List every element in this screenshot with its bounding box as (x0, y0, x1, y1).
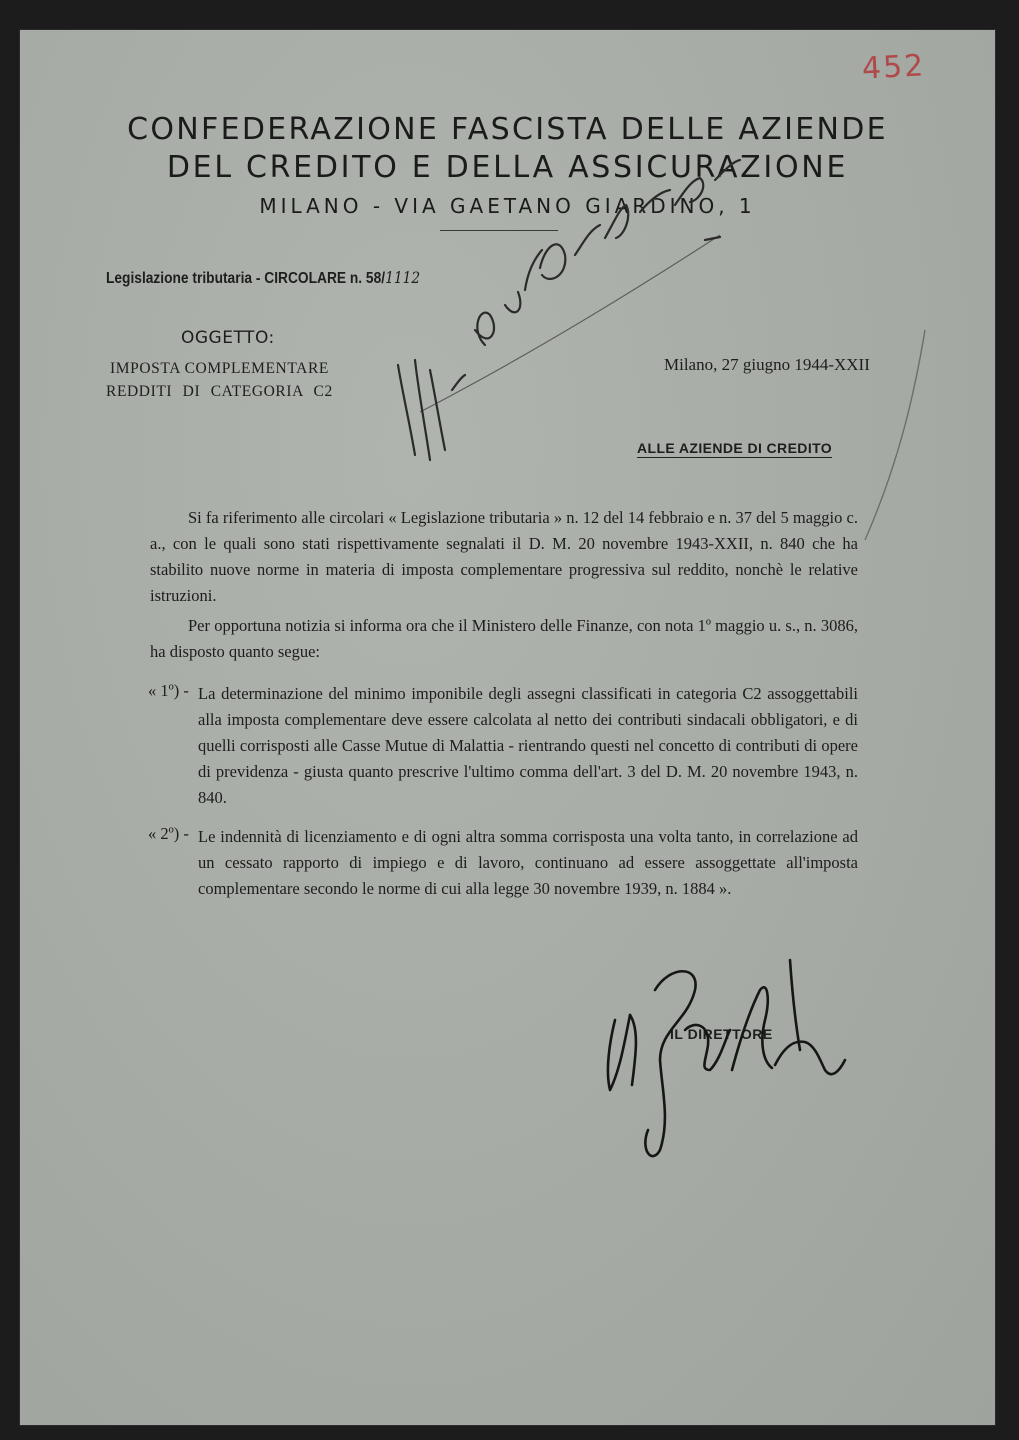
director-title: IL DIRETTORE (670, 1026, 773, 1042)
circular-number: 1112 (385, 268, 421, 287)
document-date: Milano, 27 giugno 1944-XXII (664, 355, 870, 374)
item-1-number: « 1º) - (148, 681, 189, 700)
document-sheet (20, 30, 995, 1425)
pencil-stroke-icon (420, 235, 720, 412)
item-2-text: Le indennità di licenziamento e di ogni altra somma corrisposta una volta tanto, in correlazione ad un cessato rapporto di impiego e di lavoro, continuano ad essere assoggettate all'imposta complementare secondo le norme di cui alla legge 30 novembre 1939, n. 1884 ». (198, 827, 858, 898)
body-paragraph-2: Per opportuna notizia si informa ora che il Ministero delle Finanze, con nota 1º maggio u. s., n. 3086, ha disposto quanto segue: (150, 616, 858, 661)
handwriting-overlay (20, 30, 995, 1425)
letterhead-line-2: DEL CREDITO E DELLA ASSICURAZIONE (166, 150, 849, 185)
body-paragraph-1: Si fa riferimento alle circolari « Legislazione tributaria » n. 12 del 14 febbraio e n. 37 del 5 maggio c. a., con le quali sono stati rispettivamente segnalati il D. M. 20 novembre 1943-XXII, n. 840 che ha stabilito nuove norme in materia di imposta complementare progressiva sul reddito, nonchè le relative istruzioni. (150, 508, 858, 605)
subject-line-1: IMPOSTA COMPLEMENTARE (110, 360, 329, 377)
margin-pencil-icon (865, 330, 925, 540)
letterhead-address: MILANO - VIA GAETANO GIARDINO, 1 (259, 194, 756, 218)
subject-line-2: REDDITI DI CATEGORIA C2 (106, 383, 333, 400)
handwritten-annotation-icon (398, 160, 740, 460)
director-signature-icon (608, 960, 845, 1156)
circular-label: Legislazione tributaria - CIRCOLARE n. 58/ (106, 270, 386, 287)
letterhead-line-1: CONFEDERAZIONE FASCISTA DELLE AZIENDE (127, 112, 888, 147)
page-number: 452 (861, 48, 927, 87)
subject-label: OGGETTO: (181, 328, 275, 348)
item-1-text: La determinazione del minimo imponibile degli assegni classificati in categoria C2 assoggettabili alla imposta complementare deve essere calcolata al netto dei contributi sindacali obbligatori, e di quelli corrisposti alle Casse Mutue di Malattia - rientrando questi nel concetto di contributi di opere di previdenza - giusta quanto prescrive l'ultimo comma dell'art. 3 del D. M. 20 novembre 1943, n. 840. (198, 684, 858, 807)
item-2-number: « 2º) - (148, 824, 189, 843)
recipient: ALLE AZIENDE DI CREDITO (637, 440, 833, 456)
